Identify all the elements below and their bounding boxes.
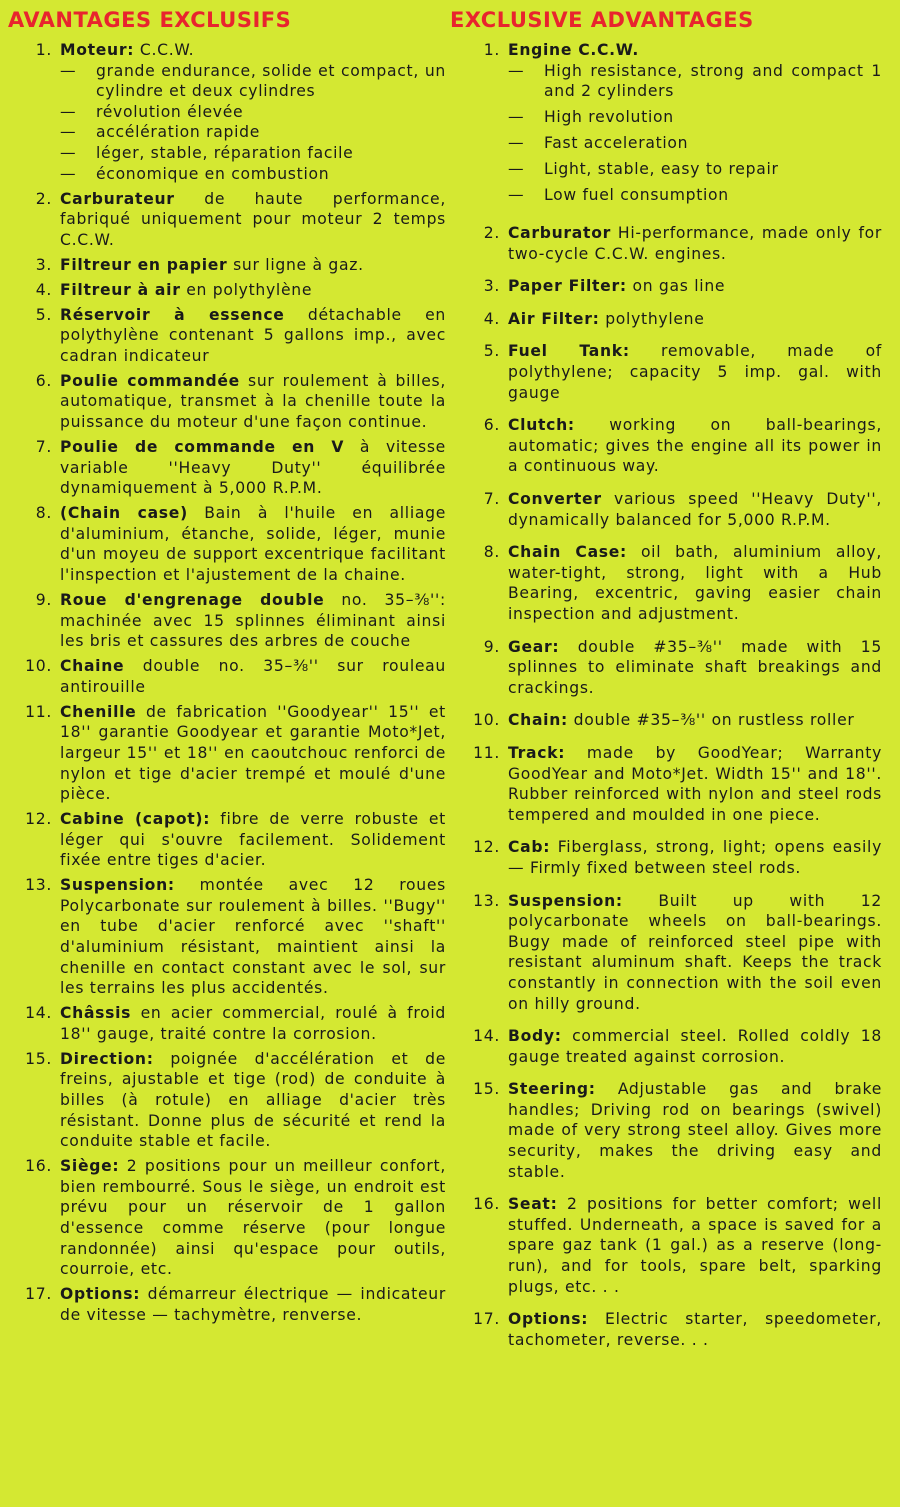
item-term: Poulie de commande en V	[60, 438, 345, 457]
item-term: Body:	[508, 1027, 562, 1046]
list-item	[456, 309, 882, 330]
item-term: Track:	[508, 743, 566, 762]
item-number: 16.	[473, 1195, 500, 1214]
item-text: Electric starter, speedometer, tachometer, reverse. . .	[508, 1310, 882, 1349]
item-term: Moteur:	[60, 41, 135, 59]
french-heading: AVANTAGES EXCLUSIFS	[8, 8, 292, 32]
item-number: 17.	[473, 1310, 500, 1329]
item-number: 11.	[473, 743, 500, 762]
dash-marker: —	[508, 134, 525, 153]
item-body	[60, 305, 446, 367]
item-text: Fiberglass, strong, light; opens easily — Firmly fixed between steel rods.	[508, 838, 882, 877]
item-term: Suspension:	[60, 876, 175, 895]
item-term: Seat:	[508, 1195, 558, 1214]
item-body	[60, 1284, 446, 1325]
item-term: Air Filter:	[508, 309, 600, 328]
list-item	[8, 1156, 446, 1280]
item-term: Paper Filter:	[508, 277, 627, 296]
item-body	[508, 415, 882, 477]
dash-marker: —	[60, 143, 77, 162]
sub-item	[508, 107, 882, 128]
item-body	[60, 280, 446, 301]
list-item	[456, 743, 882, 825]
list-item	[456, 276, 882, 297]
item-term: Direction:	[60, 1049, 154, 1068]
item-text: de haute performance, fabriqué uniquement pour moteur 2 temps C.C.W.	[60, 189, 446, 249]
item-number: 2.	[35, 189, 52, 208]
list-item	[456, 415, 882, 477]
item-text: made by GoodYear; Warranty GoodYear and Moto*Jet. Width 15'' and 18''. Rubber reinforced with nylon and steel rods tempered and moulded in one piece.	[508, 743, 882, 824]
item-text: working on ball-bearings, automatic; gives the engine all its power in a continuous way.	[508, 416, 882, 476]
item-number: 8.	[35, 504, 52, 523]
item-body	[508, 710, 882, 731]
french-column	[8, 0, 446, 1330]
item-term: Chain Case:	[508, 543, 627, 562]
item-number: 14.	[25, 1004, 52, 1023]
item-text: double #35–⅜'' made with 15 splinnes to eliminate shaft breakings and crackings.	[508, 637, 882, 697]
list-item	[456, 1079, 882, 1182]
dash-marker: —	[60, 102, 77, 121]
item-term: Chenille	[60, 702, 137, 721]
sub-item	[508, 159, 882, 180]
item-text: no. 35–⅜'': machinée avec 15 splinnes éliminant ainsi les bris et cassures des arbres de couche	[60, 590, 446, 651]
list-item	[456, 710, 882, 731]
item-text: sur ligne à gaz.	[227, 255, 364, 274]
item-body	[60, 590, 446, 652]
item-body	[60, 40, 446, 184]
item-number: 4.	[35, 280, 52, 299]
item-number: 12.	[25, 810, 52, 829]
item-number: 13.	[473, 891, 500, 910]
sub-item	[60, 143, 446, 164]
sub-item-text: Light, stable, easy to repair	[544, 160, 779, 179]
dash-marker: —	[508, 186, 525, 205]
item-term: Steering:	[508, 1080, 596, 1099]
item-number: 10.	[473, 711, 500, 730]
item-body	[508, 1079, 882, 1182]
sub-item	[508, 61, 882, 102]
item-number: 5.	[35, 305, 52, 324]
item-term: Poulie commandée	[60, 371, 240, 390]
item-text: C.C.W.	[134, 41, 195, 59]
dash-marker: —	[60, 164, 77, 183]
item-body	[508, 40, 882, 211]
item-number: 5.	[483, 342, 500, 361]
item-term: Filtreur en papier	[60, 255, 228, 274]
list-item	[456, 40, 882, 211]
item-body	[508, 1309, 882, 1350]
item-text: commercial steel. Rolled coldly 18 gauge treated against corrosion.	[508, 1027, 882, 1066]
list-item	[8, 1284, 446, 1325]
sub-item-text: accélération rapide	[96, 123, 261, 142]
item-number: 14.	[473, 1027, 500, 1046]
list-item	[8, 656, 446, 697]
item-number: 6.	[35, 371, 52, 390]
item-body	[508, 341, 882, 403]
dash-marker: —	[60, 123, 77, 142]
dash-marker: —	[60, 61, 77, 80]
item-term: Engine C.C.W.	[508, 41, 640, 59]
item-body	[508, 542, 882, 624]
item-body	[60, 1156, 446, 1280]
sub-item-text: révolution élevée	[96, 102, 244, 121]
list-item	[456, 1194, 882, 1297]
item-number: 4.	[483, 309, 500, 328]
item-term: Carburateur	[60, 189, 175, 208]
item-term: Carburator	[508, 224, 611, 243]
item-body	[508, 489, 882, 530]
item-term: Suspension:	[508, 891, 623, 910]
item-number: 3.	[483, 277, 500, 296]
item-text: sur roulement à billes, automatique, transmet à la chenille toute la puissance du moteur d'une façon continue.	[60, 371, 446, 432]
item-text: polythylene	[599, 309, 705, 328]
item-body	[60, 1049, 446, 1152]
item-body	[60, 503, 446, 585]
list-item	[456, 1026, 882, 1067]
item-body	[60, 809, 446, 871]
item-number: 1.	[483, 41, 500, 59]
list-item	[8, 1049, 446, 1152]
list-item	[8, 255, 446, 276]
list-item	[8, 371, 446, 433]
item-term: Fuel Tank:	[508, 342, 630, 361]
english-column	[450, 0, 882, 1362]
list-item	[456, 223, 882, 264]
item-term: Siège:	[60, 1157, 120, 1176]
list-item	[456, 891, 882, 1015]
french-advantages-list	[8, 40, 446, 1325]
item-number: 15.	[25, 1049, 52, 1068]
item-number: 12.	[473, 838, 500, 857]
item-body	[508, 637, 882, 699]
sub-item-text: High revolution	[544, 108, 674, 127]
item-number: 13.	[25, 876, 52, 895]
item-number: 1.	[35, 41, 52, 59]
item-text: poignée d'accélération et de freins, ajustable et tige (rod) de conduite à billes (à rotule) en alliage d'acier très résistant. Donne plus de sécurité et rend la conduite stable et facile.	[60, 1049, 446, 1151]
list-item	[8, 280, 446, 301]
sub-list	[60, 61, 446, 185]
item-number: 7.	[483, 490, 500, 509]
item-term: Filtreur à air	[60, 280, 181, 299]
item-number: 15.	[473, 1080, 500, 1099]
item-text: en polythylène	[180, 280, 313, 299]
list-item	[8, 1003, 446, 1044]
item-term: Gear:	[508, 637, 560, 656]
item-body	[508, 891, 882, 1015]
list-item	[8, 702, 446, 805]
list-item	[456, 637, 882, 699]
item-term: Chain:	[508, 711, 568, 730]
item-text: oil bath, aluminium alloy, water-tight, strong, light with a Hub Bearing, excentric, gaving easier chain inspection and adjustment.	[508, 543, 882, 624]
item-term: Réservoir à essence	[60, 305, 285, 324]
item-text: détachable en polythylène contenant 5 gallons imp., avec cadran indicateur	[60, 305, 446, 365]
sub-item-text: grande endurance, solide et compact, un cylindre et deux cylindres	[96, 61, 446, 101]
sub-item-text: High resistance, strong and compact 1 and 2 cylinders	[544, 61, 882, 101]
item-text: Hi-performance, made only for two-cycle C.C.W. engines.	[508, 224, 882, 263]
item-text: de fabrication ''Goodyear'' 15'' et 18'' garantie Goodyear et garantie Moto*Jet, largeur 15'' et 18'' en caoutchouc renforci de nylon et tige d'acier trempé et moulé d'une pièce.	[60, 702, 446, 804]
list-item	[8, 875, 446, 999]
item-text: 2 positions for better comfort; well stuffed. Underneath, a space is saved for a spare gaz tank (1 gal.) as a reserve (long-run), and for tools, spare belt, sparking plugs, etc. . .	[508, 1195, 882, 1296]
item-body	[508, 223, 882, 264]
item-term: Roue d'engrenage double	[60, 590, 325, 609]
item-text: Adjustable gas and brake handles; Driving rod on bearings (swivel) made of very strong steel alloy. Gives more security, makes the driving easy and stable.	[508, 1080, 882, 1181]
item-text: fibre de verre robuste et léger qui s'ouvre facilement. Solidement fixée entre tiges d'acier.	[60, 810, 446, 870]
list-item	[8, 590, 446, 652]
english-heading: EXCLUSIVE ADVANTAGES	[450, 8, 754, 32]
item-term: Options:	[508, 1310, 589, 1329]
item-body	[60, 875, 446, 999]
item-number: 3.	[35, 255, 52, 274]
item-number: 8.	[483, 543, 500, 562]
sub-item	[60, 61, 446, 102]
dash-marker: —	[508, 108, 525, 127]
list-item	[8, 437, 446, 499]
item-term: Cabine (capot):	[60, 810, 211, 829]
item-term: Options:	[60, 1285, 141, 1304]
item-body	[60, 1003, 446, 1044]
item-number: 7.	[35, 438, 52, 457]
sub-item-text: Low fuel consumption	[544, 186, 729, 205]
item-body	[60, 437, 446, 499]
item-text: Built up with 12 polycarbonate wheels on ball-bearings. Bugy made of reinforced steel pipe with resistant aluminum shaft. Keeps the track constantly in connection with the soil even on hilly ground.	[508, 891, 882, 1013]
item-text: en acier commercial, roulé à froid 18'' gauge, traité contre la corrosion.	[60, 1004, 446, 1043]
item-body	[508, 1026, 882, 1067]
item-text: double no. 35–⅜'' sur rouleau antirouille	[60, 657, 446, 696]
list-item	[8, 503, 446, 585]
item-text: à vitesse variable ''Heavy Duty'' équilibrée dynamiquement à 5,000 R.P.M.	[60, 438, 446, 498]
item-body	[508, 309, 882, 330]
item-number: 9.	[483, 637, 500, 656]
list-item	[8, 189, 446, 251]
item-body	[508, 1194, 882, 1297]
item-body	[60, 656, 446, 697]
item-term: Cab:	[508, 838, 551, 857]
item-text: various speed ''Heavy Duty'', dynamically balanced for 5,000 R.P.M.	[508, 490, 882, 529]
sub-item-text: économique en combustion	[96, 164, 330, 183]
sub-item-text: Fast acceleration	[544, 134, 689, 153]
item-number: 2.	[483, 224, 500, 243]
item-text: double #35–⅜'' on rustless roller	[567, 711, 855, 730]
sub-item	[60, 102, 446, 123]
sub-item	[508, 185, 882, 206]
item-body	[60, 702, 446, 805]
sub-item	[508, 133, 882, 154]
item-number: 17.	[25, 1285, 52, 1304]
item-body	[508, 276, 882, 297]
item-body	[508, 743, 882, 825]
item-term: (Chain case)	[60, 504, 188, 523]
item-term: Châssis	[60, 1004, 132, 1023]
item-term: Chaine	[60, 657, 125, 676]
item-text: Bain à l'huile en alliage d'aluminium, étanche, solide, léger, munie d'un moyeu de support excentrique facilitant l'inspection et l'ajustement de la chaine.	[60, 504, 446, 584]
item-term: Clutch:	[508, 416, 575, 435]
item-text: montée avec 12 roues Polycarbonate sur roulement à billes. ''Bugy'' en tube d'acier renforcé avec ''shaft'' d'aluminium résistant, maintient ainsi la chenille en contact constant avec le sol, sur les terrains les plus accidentés.	[60, 876, 446, 998]
sub-item	[60, 164, 446, 185]
item-body	[60, 255, 446, 276]
list-item	[456, 1309, 882, 1350]
list-item	[456, 837, 882, 878]
dash-marker: —	[508, 61, 525, 80]
dash-marker: —	[508, 160, 525, 179]
item-text: on gas line	[626, 277, 726, 296]
list-item	[456, 542, 882, 624]
item-number: 10.	[25, 657, 52, 676]
sub-item	[60, 122, 446, 143]
sub-item-text: léger, stable, réparation facile	[96, 143, 354, 162]
item-body	[60, 371, 446, 433]
list-item	[8, 305, 446, 367]
list-item	[456, 341, 882, 403]
sub-list	[508, 61, 882, 206]
item-number: 9.	[35, 590, 52, 609]
item-number: 16.	[25, 1157, 52, 1176]
item-text: démarreur électrique — indicateur de vitesse — tachymètre, renverse.	[60, 1285, 446, 1324]
item-body	[508, 837, 882, 878]
item-text: 2 positions pour un meilleur confort, bien rembourré. Sous le siège, un endroit est prévu pour un réservoir de 1 gallon d'essence comme réserve (pour longue randonnée) ainsi qu'espace pour outils, courroie, etc.	[60, 1157, 446, 1279]
item-number: 11.	[25, 702, 52, 721]
item-term: Converter	[508, 490, 602, 509]
item-body	[60, 189, 446, 251]
list-item	[8, 809, 446, 871]
item-text: removable, made of polythylene; capacity 5 imp. gal. with gauge	[508, 342, 882, 402]
item-number: 6.	[483, 416, 500, 435]
list-item	[456, 489, 882, 530]
list-item	[8, 40, 446, 184]
english-advantages-list	[456, 40, 882, 1350]
